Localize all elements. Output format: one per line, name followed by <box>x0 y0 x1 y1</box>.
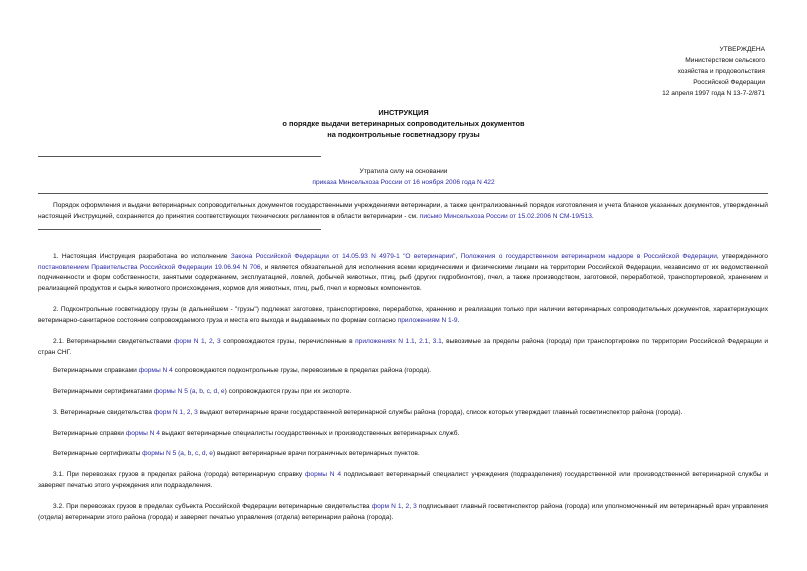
note-text: . <box>591 212 594 220</box>
paragraph-3-certificates <box>38 429 768 440</box>
paragraph-2 <box>38 305 768 326</box>
text: , утвержденного <box>716 253 768 260</box>
form-link[interactable]: b <box>199 388 203 395</box>
form-link[interactable]: формы N 4 <box>125 430 160 437</box>
text: 3. Ветеринарные свидетельства <box>53 409 154 416</box>
text: . <box>457 316 460 324</box>
divider <box>38 193 768 194</box>
appendix-link[interactable]: 3.1 <box>432 338 442 345</box>
form-link[interactable]: 2 <box>209 338 213 345</box>
text: , <box>428 338 433 345</box>
form-link[interactable]: d <box>201 450 206 457</box>
text: , <box>191 450 195 457</box>
decree-link[interactable]: постановлением Правительства Российской Федерации 19.06.94 N 706 <box>38 263 261 271</box>
approval-line: УТВЕРЖДЕНА <box>719 46 765 53</box>
document-subtitle-2: на подконтрольные госветнадзору грузы <box>327 130 480 139</box>
status-link[interactable]: приказа Минсельхоза России от 16 ноября 2006 года N 422 <box>312 179 495 186</box>
form-link[interactable]: 3 <box>413 503 417 510</box>
text: подписывает ветеринарный специалист учреждения (подразделения) государственной или производственной ветеринарной службы и заверяет печатью этого учреждения или подразделения. <box>38 471 768 489</box>
text: , <box>190 409 195 416</box>
form-link[interactable]: a <box>180 450 184 457</box>
law-link[interactable]: Закона Российской Федерации от 14.05.93 N 4979-1 "О ветеринарии" <box>230 253 456 260</box>
text: 3.2. При перевозках грузов в пределах субъекта Российской Федерации ветеринарные свидетельства <box>53 503 372 510</box>
paragraph-certificates-form4 <box>38 366 768 377</box>
text: , и является обязательной для исполнения всеми юридическими и физическими лицами на территории Российской Федерации, независимо от их ведомственной подчиненности и форм собственности, занятыми содержанием, эксплуатацией, ловлей, добычей животных, птиц, рыб (других гидробионтов), пчел, а также производством, заготовкой, переработкой, транспортировкой, хранением и реализацией продуктов и сырья животного происхождения, кормов для животных, птиц, рыб, пчел и кормовых компонентов. <box>38 263 768 292</box>
text: 3.1. При перевозках грузов в пределах района (города) ветеринарную справку <box>53 471 305 478</box>
regulation-link[interactable]: Положения о государственном ветеринарном надзоре в Российской Федерации <box>460 253 717 260</box>
form-link[interactable]: форм N 1 <box>371 503 402 510</box>
paragraph-3-1 <box>38 470 768 491</box>
status-link-row <box>0 178 807 189</box>
form-link[interactable]: e <box>220 388 225 395</box>
text: 2. Подконтрольные госветнадзору грузы (в дальнейшем - "грузы") подлежат заготовке, транспортировке, переработке, хранению и реализации только при наличии ветеринарных сопроводительных документов, характеризующих ветеринарно-санитарное состояние сопровождаемого груза и места его выхода и выдаваемых по формам согласно <box>38 306 768 324</box>
validity-note <box>38 201 768 222</box>
divider <box>38 229 321 230</box>
form-link[interactable]: формы N 4 <box>304 471 342 478</box>
paragraph-3-2 <box>38 502 768 523</box>
status-text: Утратила силу на основании <box>359 168 448 175</box>
paragraph-export-certificates <box>38 387 768 398</box>
text: , <box>183 409 187 416</box>
approval-line: 12 апреля 1997 года N 13-7-2/871 <box>662 90 765 98</box>
appendix-link[interactable]: приложениях N 1.1 <box>355 338 415 345</box>
text: , <box>198 450 202 457</box>
note-link[interactable]: письмо Минсельхоза России от 15.02.2006 N СМ-19/513 <box>419 212 592 220</box>
appendix-link[interactable]: приложениям N 1-9 <box>397 316 458 324</box>
form-link[interactable]: формы N 4 <box>138 367 173 374</box>
text: сопровождаются подконтрольные грузы, перевозимые в пределах района (города). <box>172 367 432 374</box>
paragraph-3 <box>38 408 768 419</box>
form-link[interactable]: b <box>187 450 192 457</box>
divider <box>38 156 321 157</box>
text: 2.1. Ветеринарными свидетельствами <box>53 338 174 345</box>
form-link[interactable]: 2 <box>405 503 410 510</box>
text: выдают ветеринарные специалисты государственных и производственных ветеринарных служб. <box>159 430 460 437</box>
text: , <box>409 503 414 510</box>
text: Ветеринарные сертификаты <box>53 450 143 457</box>
paragraph-2-1 <box>38 337 768 358</box>
paragraph-1 <box>38 252 768 294</box>
text: , <box>212 338 218 345</box>
text: , <box>217 388 221 395</box>
text: , <box>401 503 406 510</box>
appendix-link[interactable]: 2.1 <box>419 338 429 345</box>
form-link[interactable]: e <box>209 450 213 457</box>
text: Ветеринарными справками <box>53 367 139 374</box>
form-link[interactable]: форм N 1 <box>153 409 184 416</box>
text: выдают ветеринарные врачи государственной ветеринарной службы района (города), список которых утверждает главный госветинспектор района (города). <box>197 409 683 416</box>
text: , <box>183 450 188 457</box>
text: Ветеринарными сертификатами <box>53 388 154 395</box>
form-link[interactable]: а <box>191 388 196 395</box>
form-link[interactable]: форм N 1 <box>173 338 205 345</box>
approval-block <box>565 44 765 99</box>
text: , <box>414 338 420 345</box>
document-title: ИНСТРУКЦИЯ <box>378 108 429 117</box>
text: Ветеринарные справки <box>53 430 126 437</box>
text: 1. Настоящая Инструкция разработана во исполнение <box>53 253 231 260</box>
text: , <box>202 388 207 395</box>
form-link[interactable]: c <box>206 388 210 395</box>
paragraph-3-export-certificates <box>38 449 768 460</box>
form-link[interactable]: 3 <box>194 409 198 416</box>
approval-line: Российской Федерации <box>693 79 765 87</box>
approval-line: Министерством сельского <box>685 57 765 65</box>
form-link[interactable]: 2 <box>186 409 191 416</box>
text: , вывозимые за пределы района (города) при транспортировке по территории Российской Федерации и стран СНГ. <box>38 338 769 356</box>
approval-line: хозяйства и продовольствия <box>677 68 765 76</box>
form-link[interactable]: c <box>194 450 199 457</box>
form-link[interactable]: d <box>213 388 218 395</box>
text: сопровождаются грузы, перечисленные в <box>220 338 356 345</box>
text: ) сопровождаются грузы при их экспорте. <box>224 388 352 395</box>
form-link[interactable]: 3 <box>217 338 221 345</box>
text: , <box>455 253 461 260</box>
text: , <box>195 388 200 395</box>
form-link[interactable]: формы N 5 ( <box>142 450 181 457</box>
text: , <box>205 450 210 457</box>
text: подписывает главный госветинспектор района (города) или уполномоченный им ветеринарный врач управления (отдела) ветеринарии этого района (города) и заверяет печатью управления (отдела) ветеринарии района (города). <box>38 503 768 521</box>
text: , <box>209 388 214 395</box>
text: , <box>204 338 210 345</box>
form-link[interactable]: формы N 5 ( <box>153 388 192 395</box>
note-text: Порядок оформления и выдачи ветеринарных сопроводительных документов государственными учреждениями ветеринарии, а также централизованный порядок изготовления и учета бланков указанных документов, утвержденный настоящей Инструкцией, сохраняется до принятия соответствующих технических регламентов в области ветеринарии - см. <box>38 202 768 220</box>
text: ) выдают ветеринарные врачи пограничных ветеринарных пунктов. <box>212 450 420 457</box>
document-subtitle-1: о порядке выдачи ветеринарных сопроводительных документов <box>282 119 525 128</box>
